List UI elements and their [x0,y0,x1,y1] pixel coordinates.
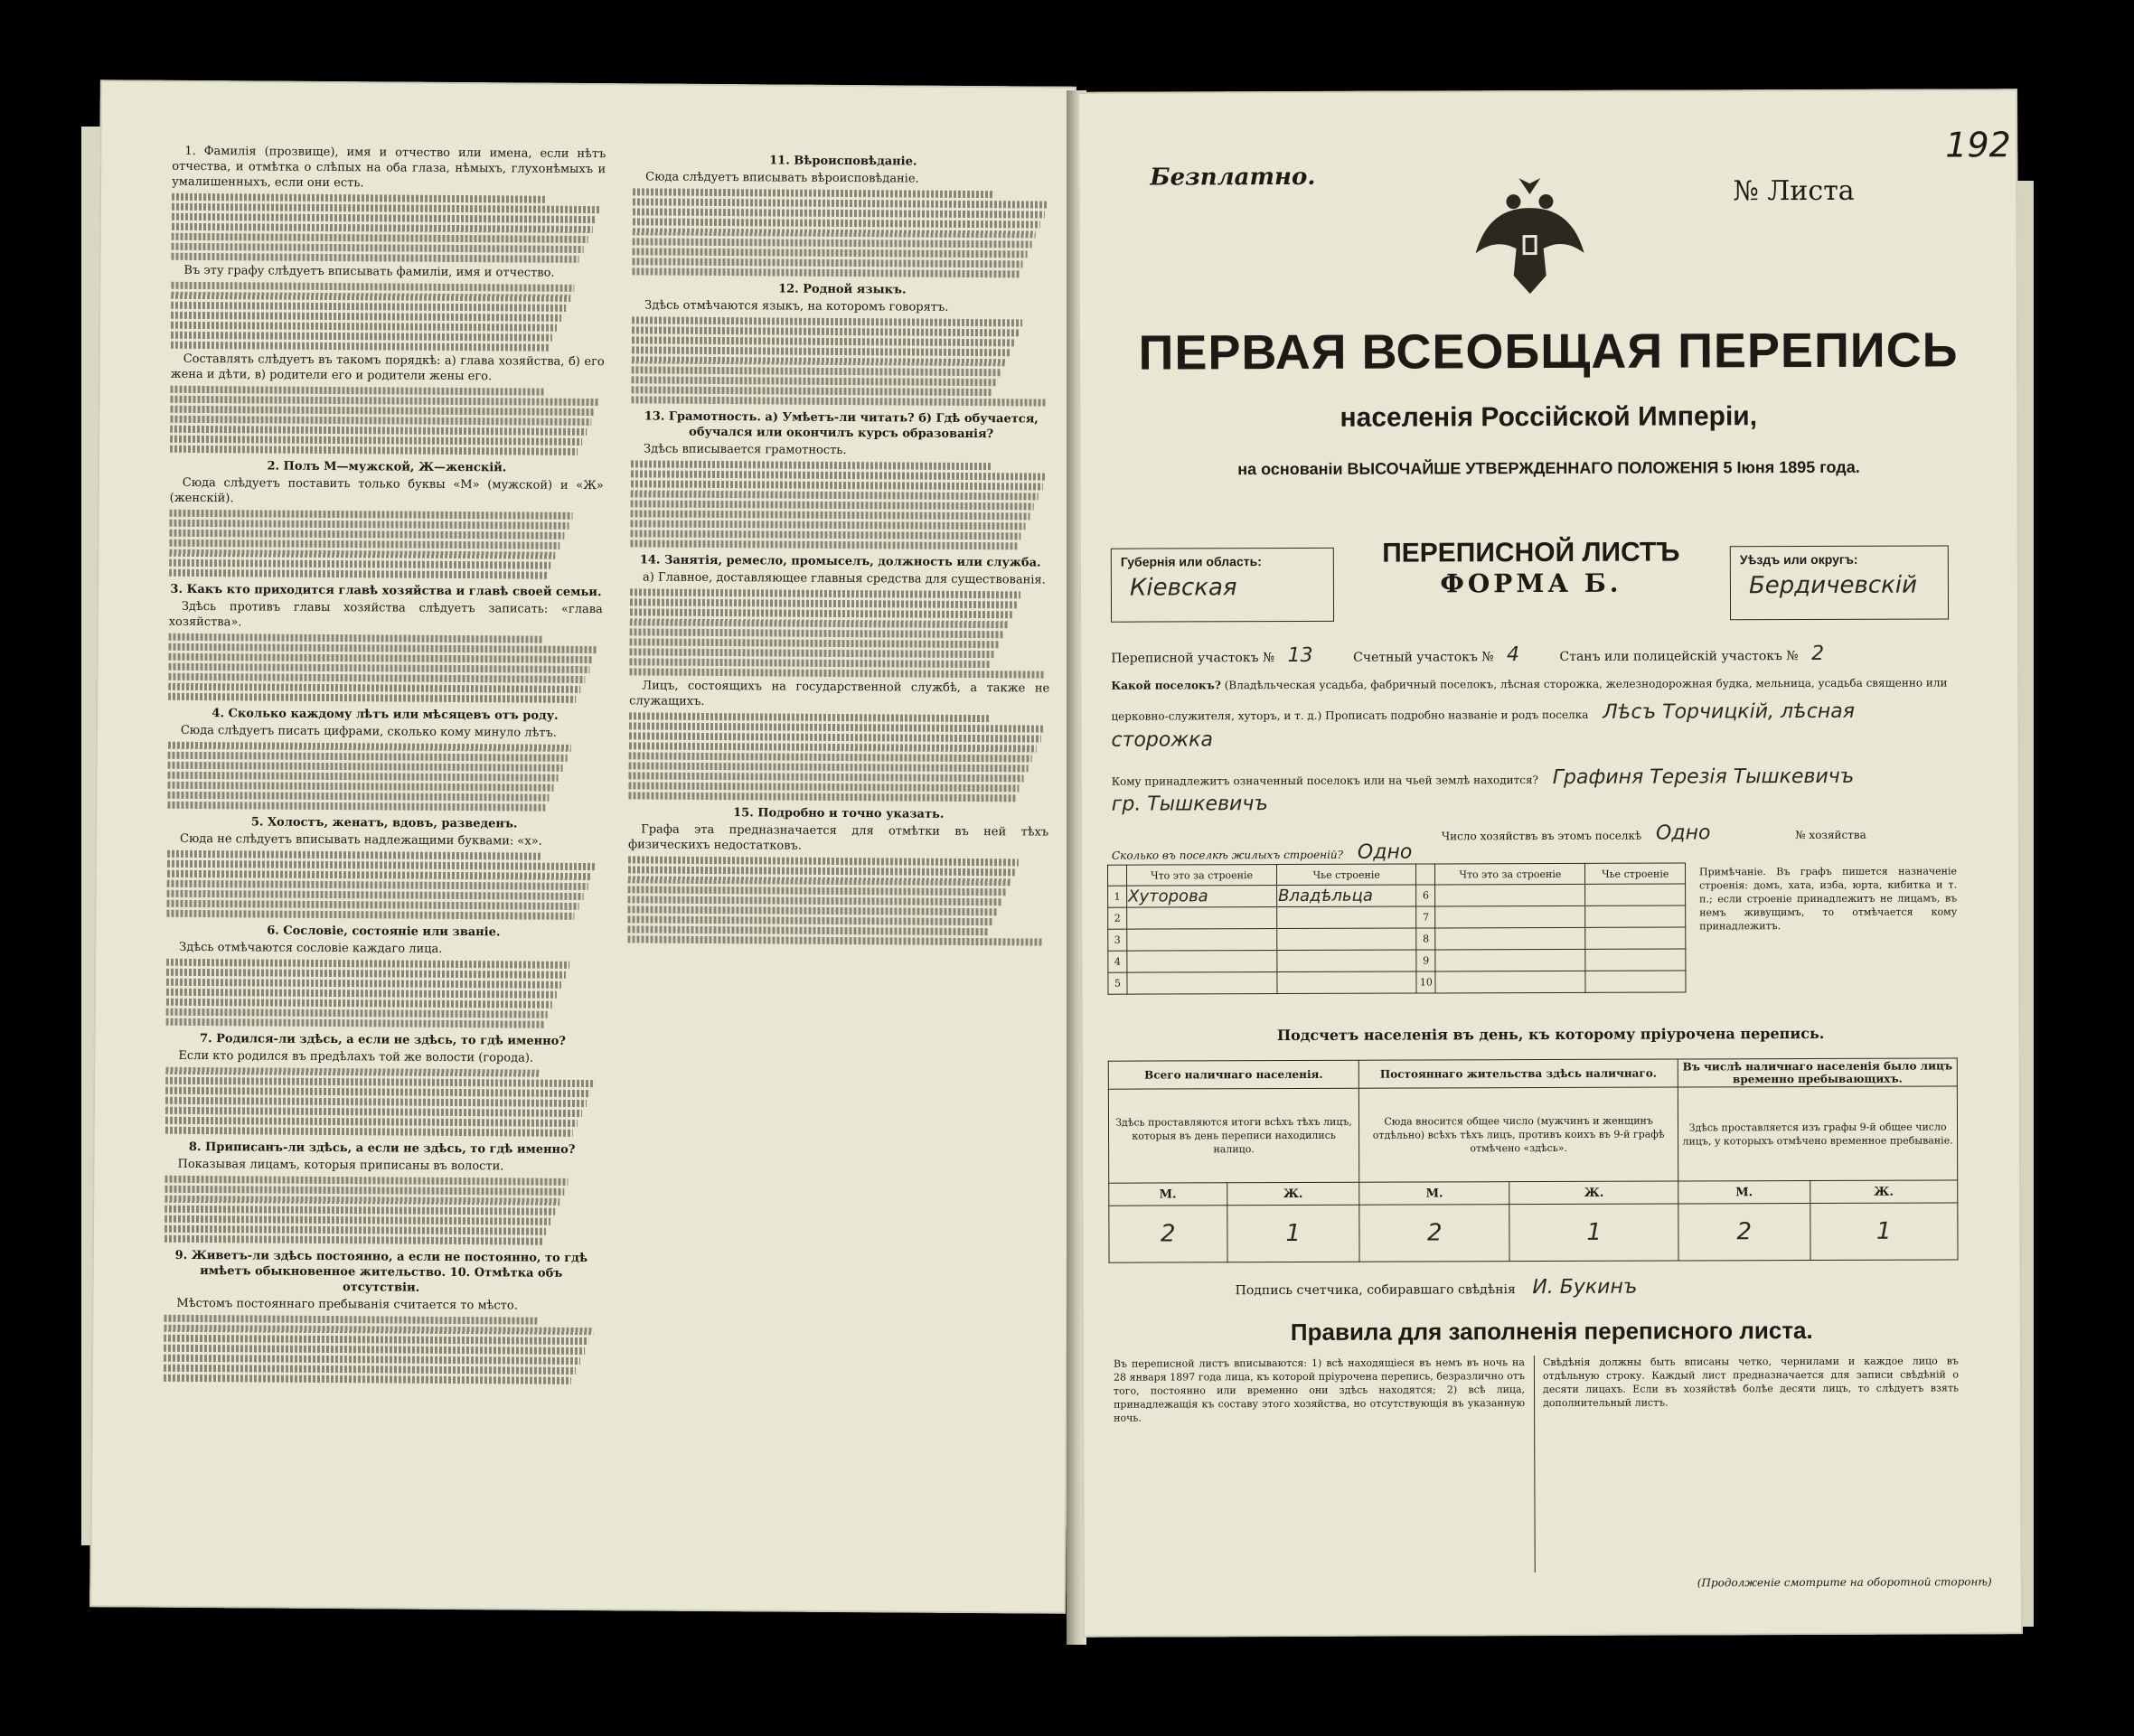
instruction-paragraph: Здѣсь вписывается грамотность. [644,442,847,458]
table-cell: 7 [1416,906,1435,928]
illegible-text-line [627,925,989,935]
section-title: 6. Сословіе, состояніе или званіе. [267,924,501,940]
section-title: 2. Полъ М—мужской, Ж—женскій. [267,459,507,475]
illegible-text-line [169,530,564,540]
tally-value: 1 [1810,1203,1958,1261]
illegible-text-line [627,915,993,925]
section-title: 9. Живетъ-ли здѣсь постоянно, а если не постоянно, то гдѣ имѣетъ обыкновенное жительство. 10. Отмѣтка объ отсутствіи. [174,1248,588,1295]
illegible-text-line [630,530,1020,540]
table-cell [1435,971,1585,993]
buildings-note: Примѣчаніе. Въ графъ пишется назначеніе строенія: домъ, хата, изба, юрта, кибитка и т. п.; если строеніе принадлежитъ не лицамъ, въ немъ живущимъ, то отмѣчается кому принадлежитъ. [1699,865,1958,933]
instruction-paragraph: Здѣсь противъ главы хозяйства слѣдуетъ записать: «глава хозяйства». [168,599,603,630]
illegible-text-line [628,896,1002,906]
illegible-text-line [629,732,1041,742]
table-row [1108,884,1686,907]
illegible-text-line [631,396,1047,406]
continuation-note: (Продолженіе смотрите на оборотной сторонѣ) [1697,1575,1992,1590]
illegible-text-line [630,608,1012,618]
illegible-text-line [170,426,587,436]
illegible-text-line [171,282,574,292]
illegible-text-line [633,238,1032,248]
table-cell [1585,927,1686,949]
illegible-text-line [168,762,563,772]
illegible-text-line [170,416,591,426]
illegible-text-line [632,376,998,386]
form-title-block [1332,537,1730,624]
illegible-text-line [628,876,1011,886]
tally-header: Въ числѣ наличнаго населенія было лицъ временно пребывающихъ. [1678,1058,1957,1087]
illegible-text-line [171,292,570,302]
tally-value: 2 [1359,1205,1510,1262]
illegible-text-line [629,772,1024,782]
illegible-text-line [165,1215,550,1225]
illegible-text-line [164,1365,576,1375]
table-cell [1435,949,1585,971]
tally-description: Сюда вносится общее число (мужчинъ и женщинъ отдѣльно) всѣхъ тѣхъ лицъ, противъ коихъ въ 9-й графѣ отмѣчено «здѣсь». [1358,1087,1678,1182]
illegible-text-line [167,880,588,890]
illegible-text-line [629,712,991,722]
illegible-text-line [631,460,992,470]
illegible-text-line [629,648,995,658]
illegible-text-line [165,1186,564,1196]
illegible-text-line [632,267,1019,277]
table-cell [1127,972,1277,995]
tally-description: Здѣсь проставляются итоги всѣхъ тѣхъ лицъ, которыя въ день переписи находились налицо. [1108,1088,1358,1183]
sex-label: Ж. [1810,1180,1957,1204]
form-title: ПЕРЕПИСНОЙ ЛИСТЪ [1382,537,1680,568]
illegible-text-line [631,470,1047,480]
illegible-text-line [166,1009,548,1018]
table-row [1108,927,1686,951]
illegible-text-line [630,618,1009,628]
illegible-text-line [166,959,569,969]
right-page-census-form [1077,89,2023,1637]
illegible-text-line [170,386,543,396]
dwellings-line: Сколько въ поселкѣ жилыхъ строеній? Одно [1111,840,1413,864]
sex-label: М. [1359,1182,1509,1206]
illegible-text-line [632,326,1019,336]
illegible-text-line [632,366,1001,376]
illegible-text-line [170,510,573,520]
table-cell [1277,971,1416,994]
illegible-text-line [170,396,599,406]
illegible-text-line [164,1325,593,1335]
illegible-text-line [167,850,541,860]
illegible-text-line [629,668,1045,678]
district-line: Переписной участокъ № 13 Счетный участокъ № 4 Станъ или полицейскій участокъ № 2 [1111,642,1825,668]
section-title: 13. Грамотность. а) Умѣетъ-ли читать? б) Гдѣ обучается, обучался или окончилъ курсъ образованія? [644,409,1039,442]
tally-description: Здѣсь проставляется изъ графы 9-й общее число лицъ, у которыхъ отмѣчено временное пребываніе. [1678,1086,1957,1181]
table-cell [1127,951,1277,973]
instruction-paragraph: Сюда слѣдуетъ писать цифрами, сколько кому минуло лѣтъ. [180,723,557,740]
enumerator-signature-line: Подпись счетчика, собиравшаго свѣдѣнія И. Букинъ [1235,1275,1638,1300]
instruction-paragraph: Графа эта предназначается для отмѣтки въ ней тѣхъ физическихъ недостатковъ. [627,822,1049,853]
form-letter: ФОРМА Б. [1440,568,1622,599]
households-line: Число хозяйствъ въ этомъ поселкѣ Одно № хозяйства [1441,821,1866,845]
section-title: 11. Вѣроисповѣданіе. [769,154,917,169]
table-cell [1127,907,1277,930]
illegible-text-line [166,969,566,979]
section-title: 12. Родной языкъ. [778,282,907,297]
column-header: Что это за строеніе [1435,863,1585,885]
illegible-text-line [172,213,597,223]
instruction-paragraph: Сюда не слѣдуетъ вписывать надлежащими буквами: «х». [179,831,542,849]
uezd-field [1730,545,1949,620]
illegible-text-line [632,346,1011,356]
illegible-text-line [165,1206,555,1215]
instruction-paragraph: Въ эту графу слѣдуетъ вписывать фамиліи, имя и отчество. [183,263,555,280]
column-header: Что это за строеніе [1127,865,1277,887]
illegible-text-line [171,312,561,322]
table-cell [1277,950,1416,972]
table-cell [1585,884,1686,906]
illegible-text-line [165,1235,542,1245]
census-subtitle: населенія Россійской Имперіи, [1340,401,1758,433]
table-cell [1127,929,1277,952]
illegible-text-line [165,1077,595,1087]
illegible-text-line [627,935,1043,945]
illegible-text-line [633,248,1028,258]
illegible-text-line [168,752,568,762]
illegible-text-line [167,860,597,870]
gubernia-label: Губернія или область: [1120,554,1262,569]
sex-label: М. [1678,1180,1810,1204]
table-cell: 10 [1416,971,1435,993]
illegible-text-line [168,693,576,703]
instruction-paragraph: Здѣсь отмѣчаются языкъ, на которомъ говорятъ. [644,298,949,314]
left-page [89,80,1076,1613]
table-cell: 6 [1416,885,1435,906]
table-cell: 2 [1108,907,1127,929]
illegible-text-line [172,253,579,263]
table-cell: 9 [1416,950,1435,971]
table-cell [1585,971,1686,992]
rules-text-left: Въ переписной листъ вписываются: 1) всѣ находящіеся въ немъ въ ночь на 28 января 1897 года лица, къ которой пріурочена перепись, безразлично отъ того, постоянно или временно они здѣсь находятся; 2) всѣ лица, принадлежащія къ составу этого хозяйства, но отсутствующія въ указанную ночь. [1113,1356,1526,1424]
illegible-text-line [632,316,1022,326]
table-row [1108,906,1686,929]
illegible-text-line [628,886,1007,896]
illegible-text-line [169,643,598,653]
section-title: 15. Подробно и точно указать. [733,806,945,821]
instruction-paragraph: Сюда слѣдуетъ вписывать вѣроисповѣданіе. [645,170,919,186]
illegible-text-line [167,782,553,792]
instruction-paragraph: Лицъ, состоящихъ на государственной службѣ, а также не служащихъ. [629,679,1050,708]
section-title: 7. Родился-ли здѣсь, а если не здѣсь, то гдѣ именно? [200,1032,567,1048]
illegible-text-line [168,653,593,663]
tally-header: Постояннаго жительства здѣсь наличнаго. [1358,1059,1678,1088]
instruction-paragraph: а) Главное, доставляющее главныя средства для существованія. [643,570,1046,587]
illegible-text-line [168,663,589,673]
illegible-text-line [631,480,1043,490]
illegible-text-line [164,1375,571,1384]
settlement-line-2: церковно-служителя, хуторъ, и т. д.) Прописать подробно названіе и родъ поселка Лѣсъ Торчицкій, лѣсная [1111,699,1856,724]
illegible-text-line [633,228,1036,238]
illegible-text-line [170,436,582,446]
illegible-text-line [630,598,1017,608]
illegible-text-line [168,673,585,683]
illegible-text-line [172,233,588,243]
instructions-column-2 [627,146,1053,948]
illegible-text-line [164,1315,537,1325]
column-header: Чье строеніе [1585,863,1686,884]
illegible-text-line [165,1196,559,1206]
illegible-text-line [165,1127,573,1137]
illegible-text-line [631,500,1034,510]
illegible-text-line [169,540,559,549]
table-cell: Хуторова [1127,886,1277,908]
illegible-text-line [629,752,1032,762]
section-title: 8. Приписанъ-ли здѣсь, а если не здѣсь, то гдѣ именно? [188,1140,576,1157]
tally-header: Всего наличнаго населенія. [1108,1060,1358,1089]
tally-value: 1 [1227,1205,1359,1262]
table-cell: 8 [1416,928,1435,950]
instruction-paragraph: Здѣсь отмѣчаются сословіе каждаго лица. [179,940,443,956]
table-cell [1585,949,1686,971]
illegible-text-line [167,802,545,812]
sex-label: Ж. [1227,1182,1359,1206]
illegible-text-line [169,549,555,559]
illegible-text-line [164,1345,585,1355]
illegible-text-line [632,258,1022,267]
illegible-text-line [628,782,1019,792]
sex-label: М. [1109,1183,1227,1206]
table-cell [1435,884,1585,906]
sheet-number-label: № Листа [1733,174,1855,208]
illegible-text-line [628,792,1015,802]
illegible-text-line [165,1067,539,1077]
illegible-text-line [165,1225,546,1235]
uezd-value: Бердичевскій [1748,571,1917,600]
illegible-text-line [627,906,997,915]
illegible-text-line [165,1117,578,1127]
illegible-text-line [628,866,1015,876]
sheet-number-handwritten: 192 [1945,125,2011,165]
illegible-text-line [633,218,1040,228]
illegible-text-line [165,1087,590,1097]
instruction-paragraph: Сюда слѣдуетъ поставить только буквы «М» (мужской) и «Ж» (женскій). [169,475,604,506]
census-legal-basis: на основаніи ВЫСОЧАЙШЕ УТВЕРЖДЕННАГО ПОЛОЖЕНІЯ 5 Іюня 1895 года. [1237,457,1860,479]
settlement-line: Какой поселокъ? (Владѣльческая усадьба, фабричный поселокъ, лѣсная сторожка, железнодорожная будка, мельница, усадьба священно или [1111,676,1948,692]
table-cell [1435,927,1585,950]
illegible-text-line [167,900,579,910]
illegible-text-line [168,772,559,782]
illegible-text-line [166,910,574,920]
table-row [1108,971,1686,994]
section-title: 5. Холостъ, женатъ, вдовъ, разведенъ. [250,815,518,831]
table-cell [1277,906,1416,929]
illegible-text-line [165,1107,582,1117]
illegible-text-line [172,223,593,233]
illegible-text-line [633,208,1045,218]
double-headed-eagle-emblem [1466,167,1593,303]
illegible-text-line [172,193,545,203]
illegible-text-line [631,490,1039,500]
illegible-text-line [166,989,557,999]
illegible-text-line [171,322,557,332]
illegible-text-line [629,762,1029,772]
rules-text-right: Свѣдѣнія должны быть вписаны четко, чернилами и каждое лицо въ отдѣльную строку. Каждый лист предназначается для записи свѣдѣній о десяти лицахъ. Если въ хозяйствѣ болѣе десяти лицъ, то слѣдуетъ взять дополнительный листъ. [1542,1355,1960,1410]
buildings-table [1107,862,1686,994]
illegible-text-line [630,638,1000,648]
instruction-paragraph: Показывая лицамъ, которыя приписаны въ волости. [177,1157,504,1174]
section-title: 14. Занятія, ремесло, промыселъ, должность или служба. [639,553,1041,570]
illegible-text-line [630,628,1004,638]
illegible-text-line [168,683,580,693]
table-cell: Владѣльца [1277,885,1416,907]
tally-value: 2 [1109,1206,1227,1262]
owner-line: Кому принадлежитъ означенный поселокъ или на чьей землѣ находится? Графиня Терезія Тышкевичъ [1111,765,1855,789]
table-cell: 4 [1108,951,1127,972]
table-row [1108,949,1686,972]
illegible-text-line [166,999,552,1009]
illegible-text-line [172,243,584,253]
population-tally-table [1108,1057,1959,1262]
illegible-text-line [166,979,561,989]
illegible-text-line [169,569,547,579]
sex-label: Ж. [1509,1181,1678,1205]
census-main-title: ПЕРВАЯ ВСЕОБЩАЯ ПЕРЕПИСЬ [1138,323,1959,380]
table-cell [1435,906,1585,928]
illegible-text-line [628,856,1019,866]
illegible-text-line [166,1018,544,1028]
illegible-text-line [172,203,601,213]
section-title: 3. Какъ кто приходится главѣ хозяйства и главѣ своей семьи. [170,582,602,600]
illegible-text-line [167,890,584,900]
illegible-text-line [630,540,1017,549]
illegible-text-line [633,188,994,198]
uezd-label: Уѣздъ или округъ: [1739,551,1858,568]
illegible-text-line [169,520,569,530]
section-title: 4. Сколько каждому лѣтъ или мѣсяцевъ отъ роду. [212,707,559,723]
column-header: Чье строеніе [1276,864,1415,886]
gubernia-value: Кіевская [1129,574,1237,602]
rules-title: Правила для заполненія переписного листа. [1290,1316,1813,1347]
gubernia-field [1111,548,1334,623]
illegible-text-line [631,510,1030,520]
free-label: Безплатно. [1150,163,1316,192]
illegible-text-line [171,302,566,312]
table-cell: 1 [1108,886,1127,907]
illegible-text-line [165,1176,568,1186]
illegible-text-line [630,520,1025,530]
illegible-text-line [167,870,592,880]
table-cell [1585,906,1686,927]
settlement-value-2: сторожка [1111,728,1213,752]
illegible-text-line [629,742,1037,752]
owner-value-2: гр. Тышкевичъ [1111,793,1268,816]
table-cell: 5 [1108,972,1127,994]
illegible-text-line [632,386,993,396]
instruction-paragraph: Если кто родился въ предѣлахъ той же волости (города). [178,1048,534,1065]
illegible-text-line [164,1335,588,1345]
illegible-text-line [165,1097,587,1107]
rules-divider [1534,1356,1536,1572]
table-cell: 3 [1108,929,1127,951]
tally-value: 1 [1509,1204,1678,1262]
instruction-paragraph: Мѣстомъ постояннаго пребыванія считается то мѣсто. [176,1296,518,1313]
illegible-text-line [629,722,1045,732]
instruction-paragraph: 1. Фамилія (прозвище), имя и отчество или имена, если нѣтъ отчества, и отмѣтка о слѣпых на оба глаза, нѣмыхъ, глухонѣмыхъ и умалишенныхъ, если они есть. [172,144,606,191]
tally-value: 2 [1678,1203,1810,1261]
illegible-text-line [632,356,1006,366]
illegible-text-line [171,342,549,352]
illegible-text-line [170,406,595,416]
illegible-text-line [167,792,549,802]
instruction-paragraph: Составлять слѣдуетъ въ такомъ порядкѣ: а) глава хозяйства, б) его жена и дѣти, в) родители его и родители жены его. [170,352,605,384]
illegible-text-line [170,446,578,455]
instructions-column-1 [164,144,606,1387]
illegible-text-line [171,332,552,342]
illegible-text-line [164,1355,580,1365]
illegible-text-line [632,336,1014,346]
illegible-text-line [168,742,571,752]
illegible-text-line [633,198,1048,208]
tally-title: Подсчетъ населенія въ день, къ которому пріурочена перепись. [1276,1024,1825,1045]
illegible-text-line [169,559,550,569]
illegible-text-line [629,658,991,668]
illegible-text-line [169,633,542,643]
illegible-text-line [630,588,1020,598]
table-cell [1277,928,1416,951]
